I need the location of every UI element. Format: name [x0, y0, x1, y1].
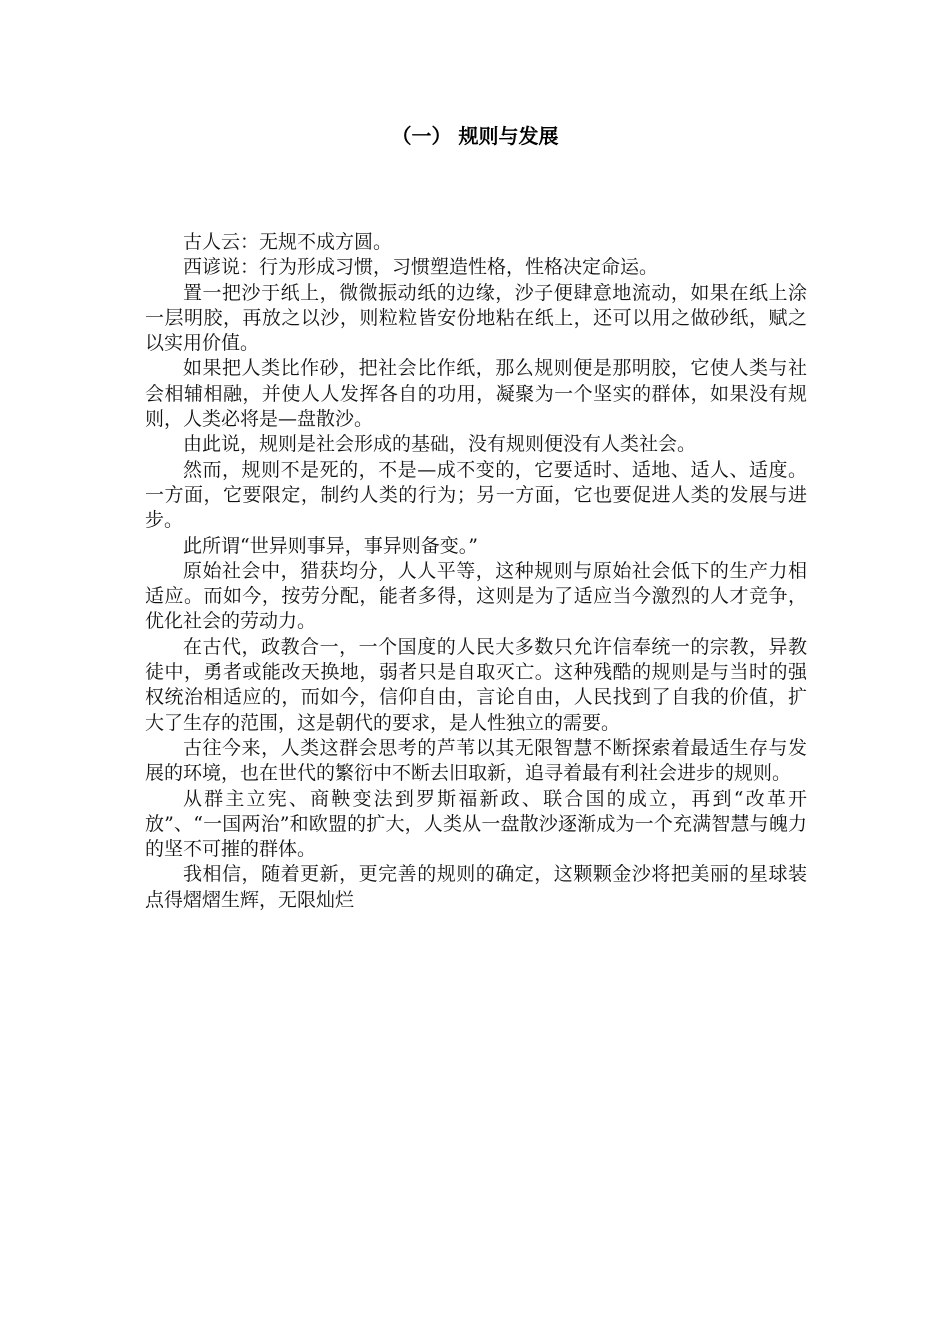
document-body: [145, 230, 807, 913]
paragraph: 从群主立宪、商鞅变法到罗斯福新政、联合国的成立，再到“改革开放”、“一国两治”和欧盟的扩大，人类从一盘散沙逐渐成为一个充满智慧与魄力的坚不可摧的群体。: [145, 787, 807, 861]
paragraph: 在古代，政教合一，一个国度的人民大多数只允许信奉统一的宗教，异教徒中，勇者或能改天换地，弱者只是自取灭亡。这种残酷的规则是与当时的强权统治相适应的，而如今，信仰自由，言论自由，人民找到了自我的价值，扩大了生存的范围，这是朝代的要求，是人性独立的需要。: [145, 635, 807, 734]
paragraph: 然而，规则不是死的，不是—成不变的，它要适时、适地、适人、适度。一方面，它要限定，制约人类的行为；另一方面，它也要促进人类的发展与进步。: [145, 458, 807, 532]
paragraph: 古往今来，人类这群会思考的芦苇以其无限智慧不断探索着最适生存与发展的环境，也在世代的繁衍中不断去旧取新，追寻着最有利社会进步的规则。: [145, 736, 807, 785]
paragraph: 如果把人类比作砂，把社会比作纸，那么规则便是那明胶，它使人类与社会相辅相融，并使人人发挥各自的功用，凝聚为一个坚实的群体，如果没有规则，人类必将是—盘散沙。: [145, 357, 807, 431]
paragraph: 此所谓“世异则事异，事异则备变。”: [183, 534, 478, 557]
paragraph: 古人云：无规不成方圆。: [183, 231, 393, 253]
paragraph: 西谚说：行为形成习惯，习惯塑造性格，性格决定命运。: [183, 256, 659, 279]
paragraph: 原始社会中，猎获均分，人人平等，这种规则与原始社会低下的生产力相适应。而如今，按劳分配，能者多得，这则是为了适应当今激烈的人才竞争，优化社会的劳动力。: [145, 559, 807, 633]
paragraph: 置一把沙于纸上，微微振动纸的边缘，沙子便肆意地流动，如果在纸上涂一层明胶，再放之以沙，则粒粒皆安份地粘在纸上，还可以用之做砂纸，赋之以实用价值。: [145, 281, 807, 355]
paragraph: 由此说，规则是社会形成的基础，没有规则便没有人类社会。: [183, 433, 697, 456]
document-title: （一） 规则与发展: [391, 124, 559, 148]
paragraph: 我相信，随着更新，更完善的规则的确定，这颗颗金沙将把美丽的星球装点得熠熠生辉，无限灿烂: [145, 863, 807, 911]
